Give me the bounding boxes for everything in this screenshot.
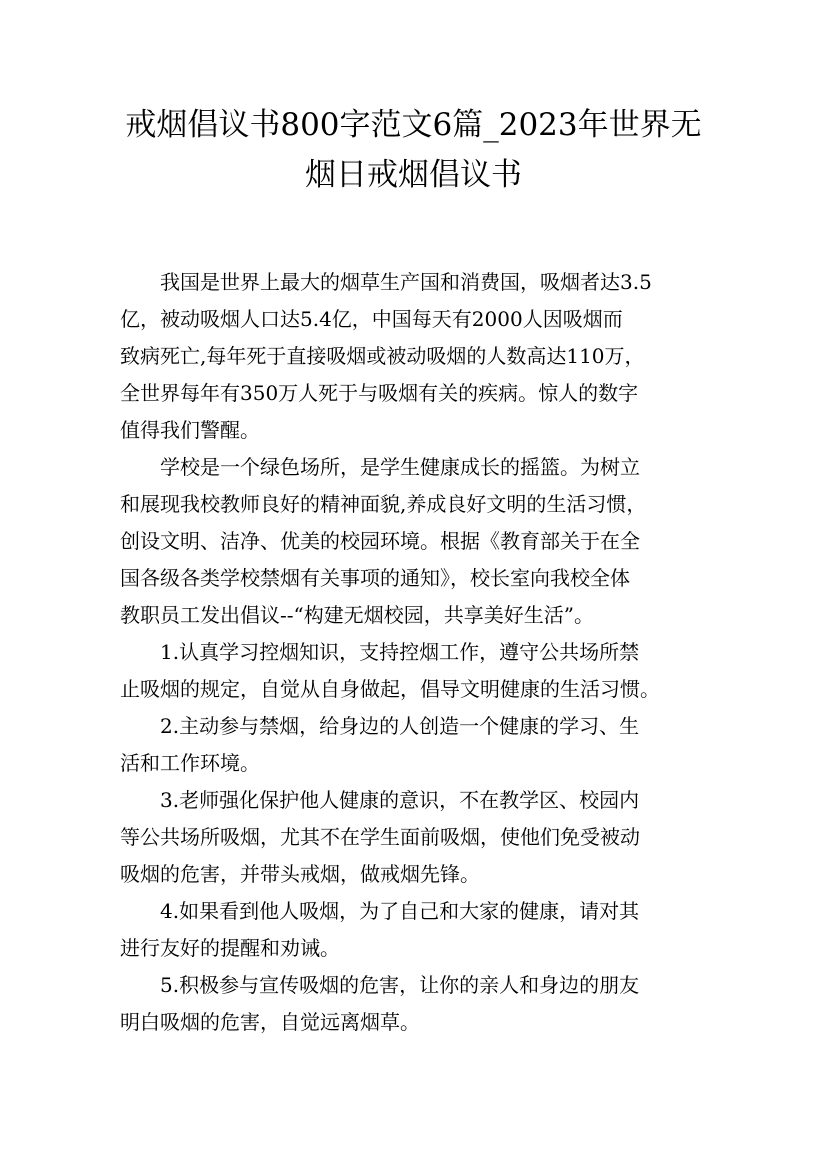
- proposal-item-1: [120, 634, 707, 708]
- paragraph-intro: [120, 264, 707, 449]
- text-line: 教职员工发出倡议--“构建无烟校园，共享美好生活”。: [120, 603, 594, 627]
- document-body: [120, 264, 707, 1041]
- text-line: 4.如果看到他人吸烟，为了自己和大家的健康，请对其: [160, 899, 640, 923]
- text-line: 1.认真学习控烟知识，支持控烟工作，遵守公共场所禁: [160, 640, 640, 664]
- paragraph-school: [120, 449, 707, 634]
- title-line: 戒烟倡议书800字范文6篇_2023年世界无: [125, 107, 702, 143]
- proposal-item-4: [120, 893, 707, 967]
- text-line: 我国是世界上最大的烟草生产国和消费国，吸烟者达3.5: [160, 270, 652, 294]
- text-line: 明白吸烟的危害，自觉远离烟草。: [120, 1010, 420, 1034]
- text-line: 进行友好的提醒和劝诫。: [120, 936, 340, 960]
- text-line: 等公共场所吸烟，尤其不在学生面前吸烟，使他们免受被动: [120, 825, 640, 849]
- text-line: 5.积极参与宣传吸烟的危害，让你的亲人和身边的朋友: [160, 973, 640, 997]
- text-line: 值得我们警醒。: [120, 418, 260, 442]
- text-line: 和展现我校教师良好的精神面貌,养成良好文明的生活习惯，: [120, 492, 647, 516]
- text-line: 学校是一个绿色场所，是学生健康成长的摇篮。为树立: [160, 455, 640, 479]
- text-line: 亿，被动吸烟人口达5.4亿，中国每天有2000人因吸烟而: [120, 307, 623, 331]
- text-line: 国各级各类学校禁烟有关事项的通知》，校长室向我校全体: [120, 566, 630, 590]
- proposal-item-3: [120, 782, 707, 893]
- proposal-item-2: [120, 708, 707, 782]
- text-line: 全世界每年有350万人死于与吸烟有关的疾病。惊人的数字: [120, 381, 639, 405]
- text-line: 致病死亡,每年死于直接吸烟或被动吸烟的人数高达110万，: [120, 344, 645, 368]
- text-line: 3.老师强化保护他人健康的意识，不在教学区、校园内: [160, 788, 640, 812]
- document-title: [120, 100, 707, 200]
- text-line: 活和工作环境。: [120, 751, 260, 775]
- text-line: 2.主动参与禁烟，给身边的人创造一个健康的学习、生: [160, 714, 640, 738]
- text-line: 创设文明、洁净、优美的校园环境。根据《教育部关于在全: [120, 529, 640, 553]
- text-line: 吸烟的危害，并带头戒烟，做戒烟先锋。: [120, 862, 480, 886]
- proposal-item-5: [120, 967, 707, 1041]
- text-line: 止吸烟的规定，自觉从自身做起，倡导文明健康的生活习惯。: [120, 677, 660, 701]
- title-line: 烟日戒烟倡议书: [305, 157, 522, 193]
